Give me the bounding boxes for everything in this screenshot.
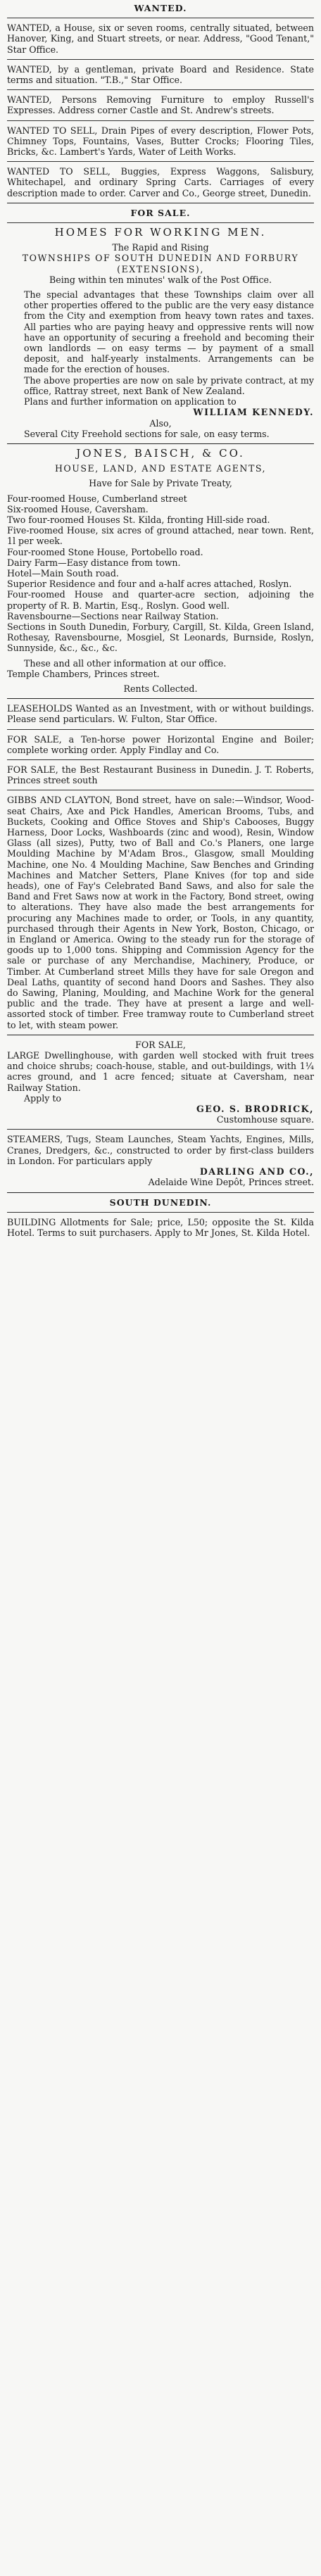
- wanted-heading: WANTED.: [134, 3, 187, 13]
- steamers-ad: [7, 1134, 314, 1187]
- divider: [7, 759, 314, 760]
- homes-subtitle-3: Being within ten minutes' walk of the Post Office.: [49, 274, 272, 285]
- divider: [7, 120, 314, 121]
- divider: [7, 443, 314, 444]
- homes-para-3: Plans and further information on application to: [24, 396, 237, 408]
- homes-ad: [7, 227, 314, 439]
- divider: [7, 161, 314, 162]
- divider: [7, 89, 314, 90]
- engine-sale-ad: FOR SALE, a Ten-horse power Horizontal Engine and Boiler; complete working order. Apply Findlay and Co.: [7, 733, 314, 755]
- dwelling-heading: FOR SALE,: [135, 1039, 186, 1050]
- jones-subtitle: HOUSE, LAND, AND ESTATE AGENTS,: [54, 463, 267, 474]
- divider: [7, 1192, 314, 1193]
- gibbs-clayton-text: GIBBS AND CLAYTON, Bond street, have on sale:—Windsor, Wood-seat Chairs, Axe and Pick Handles, American Brooms, Tubs, and Buckets, Cooking and Office Stoves and Ship's Cabooses, Buggy Harness, Door Locks, Washboards (zinc and wood), Resin, Window Glass (all sizes), Putty, two of Ball and Co.'s Planers, one large Moulding Machine by M'Adam Bros., Glasgow, small Moulding Machine, one No. 4 Moulding Machine, Saw Benches and Grinding Machines and Matcher Setters, Plane Knives (for top and side heads), one of Fay's Celebrated Band Saws, and also for sale the Band and Fret Saws now at work in the Factory, Bond street, owing to alterations. They have also made the best arrangements for procuring any Machines made to order, or Tools, in any quantity, purchased through their Agents in New York, Boston, Chicago, or in England or America. Owing to the steady run for the storage of goods up to 1,000 tons. Shipping and Commission Agency for the sale or purchase of any Merchandise, Machinery, Produce, or Timber. At Cumberland street Mills they have for sale Oregon and Deal Laths, quantity of second hand Doors and Sashes. They also do Sawing, Planing, Moulding, and Machine Work for the general public and the trade. They have at present a large and well-assorted stock of timber. Free tramway route to Cumberland street to let, with steam power.: [7, 795, 314, 1030]
- divider: [7, 59, 314, 60]
- jones-item: Four-roomed House, Cumberland street: [7, 493, 187, 504]
- south-dunedin-heading: SOUTH DUNEDIN.: [109, 1197, 212, 1208]
- building-allotments-ad: BUILDING Allotments for Sale; price, L50; opposite the St. Kilda Hotel. Terms to suit purchasers. Apply to Mr Jones, St. Kilda Hotel.: [7, 1216, 314, 1238]
- jones-item: Ravensbourne—Sections near Railway Station.: [7, 610, 219, 621]
- homes-para-2: The above properties are now on sale by private contract, at my office, Rattray street, next Bank of New Zealand.: [24, 374, 314, 396]
- jones-item: Hotel—Main South road.: [7, 567, 119, 579]
- divider: [7, 222, 314, 223]
- homes-title: HOMES FOR WORKING MEN.: [54, 226, 267, 239]
- wanted-ad-furniture: WANTED, Persons Removing Furniture to employ Russell's Expresses. Address corner Castle and St. Andrew's streets.: [7, 94, 314, 116]
- jones-item: Two four-roomed Houses St. Kilda, fronting Hill-side road.: [7, 514, 270, 525]
- homes-agent: WILLIAM KENNEDY.: [193, 407, 314, 418]
- steamers-agent: DARLING AND CO.,: [199, 1166, 314, 1177]
- jones-have: Have for Sale by Private Treaty,: [89, 478, 232, 489]
- dwelling-apply: Apply to: [24, 1092, 62, 1104]
- jones-item: Dairy Farm—Easy distance from town.: [7, 557, 181, 568]
- jones-item: Four-roomed House and quarter-acre section, adjoining the property of R. B. Martin, Esq., Roslyn. Good well.: [7, 589, 314, 611]
- dwelling-agent-place: Customhouse square.: [216, 1114, 314, 1125]
- jones-ad: [7, 448, 314, 694]
- jones-title: JONES, BAISCH, & CO.: [76, 446, 245, 460]
- steamers-agent-place: Adelaide Wine Depôt, Princes street.: [148, 1177, 314, 1188]
- wanted-ad-board: WANTED, by a gentleman, private Board and Residence. State terms and situation. "T.B.," Star Office.: [7, 63, 314, 86]
- for-sale-heading: FOR SALE.: [130, 207, 191, 218]
- jones-item: Four-roomed Stone House, Portobello road.: [7, 546, 203, 557]
- jones-rents: Rents Collected.: [123, 683, 198, 694]
- homes-also-text: Several City Freehold sections for sale, on easy terms.: [24, 428, 270, 439]
- dwelling-agent: GEO. S. BRODRICK,: [196, 1104, 314, 1115]
- homes-also: Also,: [149, 417, 172, 429]
- jones-item: Five-roomed House, six acres of ground attached, near town. Rent, 1l per week.: [7, 525, 314, 547]
- jones-item: Superior Residence and four and a-half acres attached, Roslyn.: [7, 579, 292, 590]
- dwelling-ad: [7, 1040, 314, 1125]
- homes-subtitle-1: The Rapid and Rising: [112, 242, 209, 253]
- restaurant-sale-ad: FOR SALE, the Best Restaurant Business in Dunedin. J. T. Roberts, Princes street south: [7, 764, 314, 786]
- wanted-ad-buggies: WANTED TO SELL, Buggies, Express Waggons, Salisbury, Whitechapel, and ordinary Spring Carts. Carriages of every description made to order. Carver and Co., George street, Dunedin.: [7, 166, 314, 198]
- jones-item: Sections in South Dunedin, Forbury, Cargill, St. Kilda, Green Island, Rothesay, Ravensbourne, Mosgiel, St Leonards, Burnside, Roslyn, Sunnyside, &c., &c., &c.: [7, 621, 314, 654]
- divider: [7, 698, 314, 699]
- jones-item: Six-roomed House, Caversham.: [7, 503, 149, 514]
- column-body: [0, 0, 321, 1238]
- homes-para-1: The special advantages that these Townships claim over all other properties offered to the public are the very easy distance from the City and exemption from heavy town rates and taxes. All parties who are paying heavy and oppressive rents will now have an opportunity of securing a freehold and becoming their own landlords — on easy terms — by payment of a small deposit, and half-yearly instalments. Arrangements can be made for the erection of houses.: [24, 289, 314, 375]
- wanted-ad-drain-pipes: WANTED TO SELL, Drain Pipes of every description, Flower Pots, Chimney Tops, Fountains, Vases, Butter Crocks; Flooring Tiles, Bricks, &c. Lambert's Yards, Water of Leith Works.: [7, 125, 314, 158]
- steamers-text: STEAMERS, Tugs, Steam Launches, Steam Yachts, Engines, Mills, Cranes, Dredgers, &c., constructed to order by first-class builders in London. For particulars apply: [7, 1134, 314, 1166]
- divider: [7, 1129, 314, 1130]
- leaseholds-ad: LEASEHOLDS Wanted as an Investment, with or without buildings. Please send particulars. W. Fulton, Star Office.: [7, 703, 314, 725]
- dwelling-text: LARGE Dwellinghouse, with garden well stocked with fruit trees and choice shrubs; coach-house, stable, and out-buildings, with 1¼ acres ground, and 1 acre fenced; situate at Caversham, near Railway Station.: [7, 1050, 314, 1093]
- gibbs-clayton-ad: [7, 795, 314, 1030]
- wanted-ad-house: WANTED, a House, six or seven rooms, centrally situated, between Hanover, King, and Stuart streets, or near. Address, "Good Tenant," Star Office.: [7, 23, 314, 55]
- homes-subtitle-2: TOWNSHIPS OF SOUTH DUNEDIN AND FORBURY (EXTENSIONS),: [22, 253, 299, 274]
- jones-these: These and all other information at our office.: [24, 657, 227, 669]
- divider: [7, 729, 314, 730]
- divider: [7, 1212, 314, 1213]
- jones-address: Temple Chambers, Princes street.: [7, 668, 160, 679]
